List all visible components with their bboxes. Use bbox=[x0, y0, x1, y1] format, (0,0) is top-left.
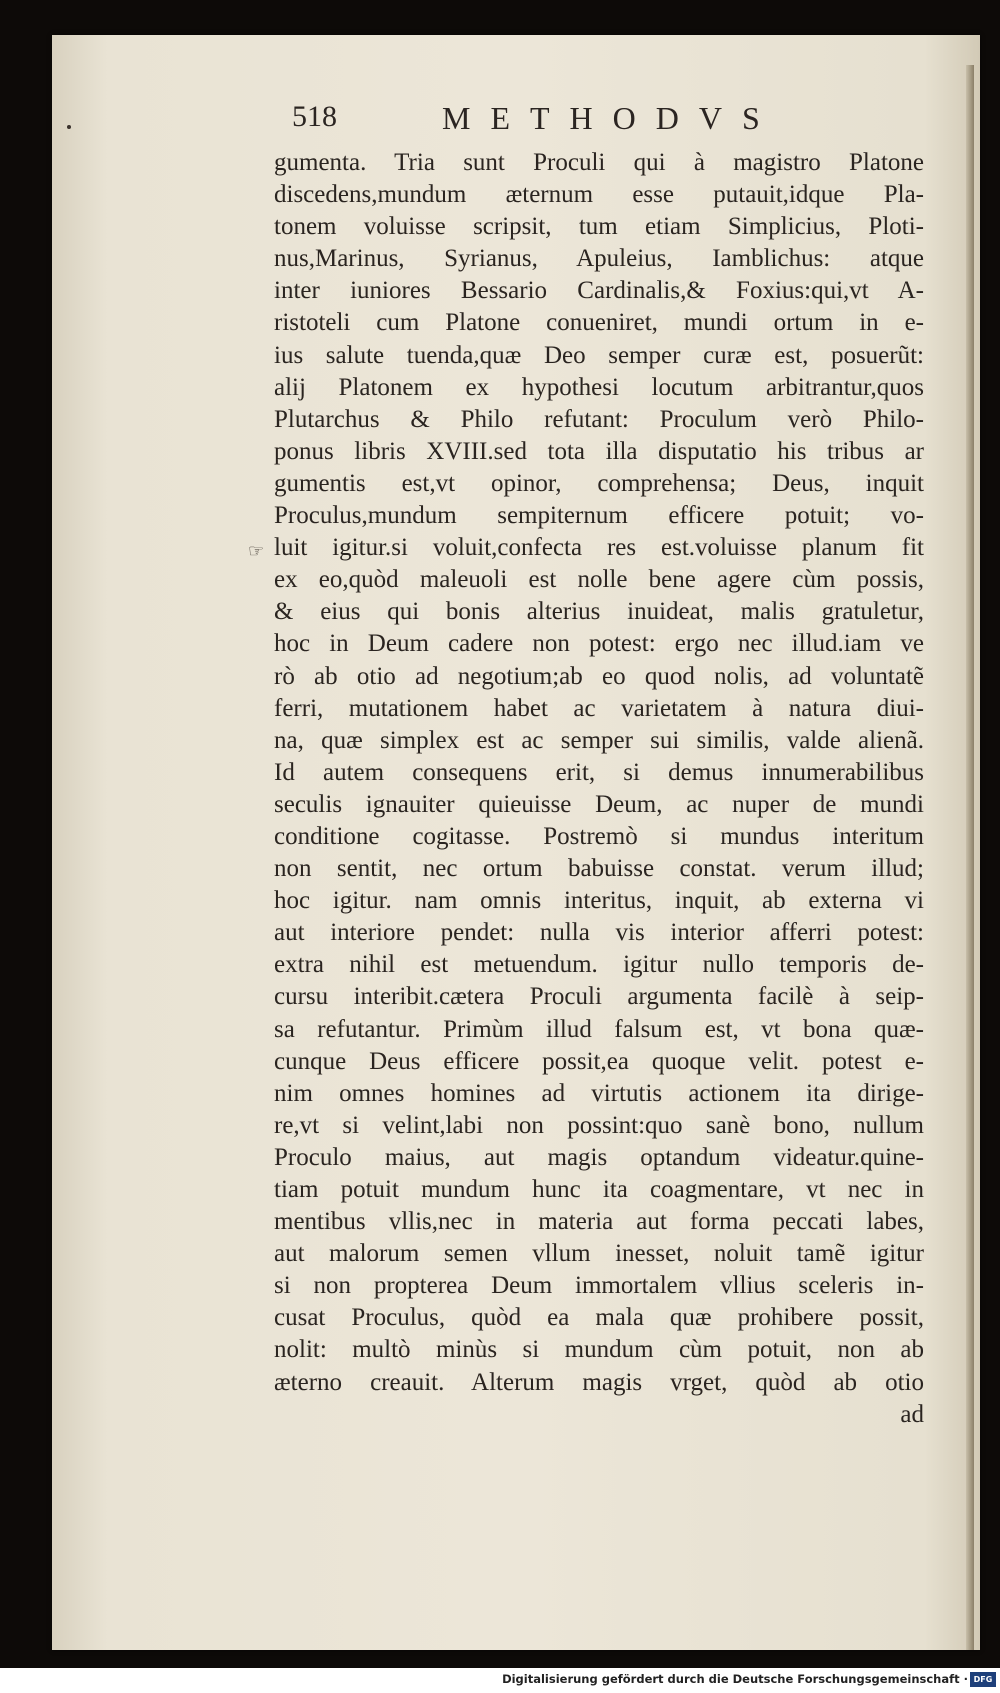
text-line: ex eo,quòd maleuoli est nolle bene agere cùm possis, bbox=[274, 566, 924, 594]
text-line: re,vt si velint,labi non possint:quo sanè bono, nullum bbox=[274, 1111, 924, 1139]
text-line: cusat Proculus, quòd ea mala quæ prohibere possit, bbox=[274, 1304, 924, 1332]
book-page bbox=[52, 35, 980, 1650]
text-line: ferri, mutationem habet ac varietatem à natura diui- bbox=[274, 694, 924, 722]
text-line: cunque Deus efficere possit,ea quoque velit. potest e- bbox=[274, 1047, 924, 1075]
running-head: METHODVS bbox=[442, 100, 780, 136]
text-line: aut malorum semen vllum inesset, noluit tamẽ igitur bbox=[274, 1240, 924, 1268]
text-line: extra nihil est metuendum. igitur nullo temporis de- bbox=[274, 951, 924, 979]
text-line: Proculus,mundum sempiternum efficere potuit; vo- bbox=[274, 502, 924, 530]
text-line: Proculo maius, aut magis optandum videatur.quine- bbox=[274, 1143, 924, 1171]
text-line: conditione cogitasse. Postremò si mundus interitum bbox=[274, 822, 924, 850]
text-line: non sentit, nec ortum babuisse constat. verum illud; bbox=[274, 855, 924, 883]
marginal-mark-icon: ☞ bbox=[248, 541, 265, 562]
text-block bbox=[274, 147, 924, 1431]
footer-credit: Digitalisierung gefördert durch die Deutsche Forschungsgemeinschaft · bbox=[502, 1672, 968, 1686]
text-line: Id autem consequens erit, si demus innumerabilibus bbox=[274, 758, 924, 786]
text-line: cursu interibit.cætera Proculi argumenta facilè à seip- bbox=[274, 983, 924, 1011]
page-header bbox=[292, 100, 892, 140]
text-line: inter iuniores Bessario Cardinalis,& Foxius:qui,vt A- bbox=[274, 277, 924, 305]
text-line: ristoteli cum Platone conueniret, mundi ortum in e- bbox=[274, 309, 924, 337]
text-line: na, quæ simplex est ac semper sui similis, valde alienã. bbox=[274, 726, 924, 754]
text-line: ius salute tuenda,quæ Deo semper curæ est, posuerũt: bbox=[274, 341, 924, 369]
text-line: alij Platonem ex hypothesi locutum arbitrantur,quos bbox=[274, 373, 924, 401]
dfg-logo: DFG bbox=[970, 1672, 996, 1687]
text-line: nim omnes homines ad virtutis actionem ita dirige- bbox=[274, 1079, 924, 1107]
page-number: 518 bbox=[292, 100, 337, 133]
text-line: ponus libris XVIII.sed tota illa disputatio his tribus ar bbox=[274, 437, 924, 465]
text-line: sa refutantur. Primùm illud falsum est, vt bona quæ- bbox=[274, 1015, 924, 1043]
text-line: gumentis est,vt opinor, comprehensa; Deus, inquit bbox=[274, 469, 924, 497]
text-line: tiam potuit mundum hunc ita coagmentare, vt nec in bbox=[274, 1176, 924, 1203]
text-line: & eius qui bonis alterius inuideat, malis gratuletur, bbox=[274, 598, 924, 626]
text-line: luit igitur.si voluit,confecta res est.voluisse planum fit bbox=[274, 534, 924, 562]
page-edge bbox=[966, 65, 974, 1650]
text-line: æterno creauit. Alterum magis vrget, quòd ab otio bbox=[274, 1368, 924, 1396]
text-line: rò ab otio ad negotium;ab eo quod nolis, ad voluntatẽ bbox=[274, 662, 924, 690]
catchword: ad bbox=[900, 1400, 924, 1428]
ink-dot bbox=[67, 125, 71, 129]
text-line: tonem voluisse scripsit, tum etiam Simplicius, Ploti- bbox=[274, 213, 924, 241]
text-line: si non propterea Deum immortalem vllius sceleris in- bbox=[274, 1272, 924, 1300]
text-line: gumenta. Tria sunt Proculi qui à magistro Platone bbox=[274, 149, 924, 176]
footer-bar bbox=[0, 1668, 1000, 1693]
text-line: nolit: multò minùs si mundum cùm potuit, non ab bbox=[274, 1336, 924, 1364]
text-line: aut interiore pendet: nulla vis interior afferri potest: bbox=[274, 919, 924, 947]
text-line: discedens,mundum æternum esse putauit,idque Pla- bbox=[274, 181, 924, 209]
text-line: mentibus vllis,nec in materia aut forma peccati labes, bbox=[274, 1208, 924, 1236]
text-line: hoc igitur. nam omnis interitus, inquit, ab externa vi bbox=[274, 887, 924, 915]
text-line: seculis ignauiter quieuisse Deum, ac nuper de mundi bbox=[274, 790, 924, 818]
text-line: Plutarchus & Philo refutant: Proculum verò Philo- bbox=[274, 405, 924, 433]
text-line: nus,Marinus, Syrianus, Apuleius, Iamblichus: atque bbox=[274, 245, 924, 273]
text-line: hoc in Deum cadere non potest: ergo nec illud.iam ve bbox=[274, 630, 924, 658]
